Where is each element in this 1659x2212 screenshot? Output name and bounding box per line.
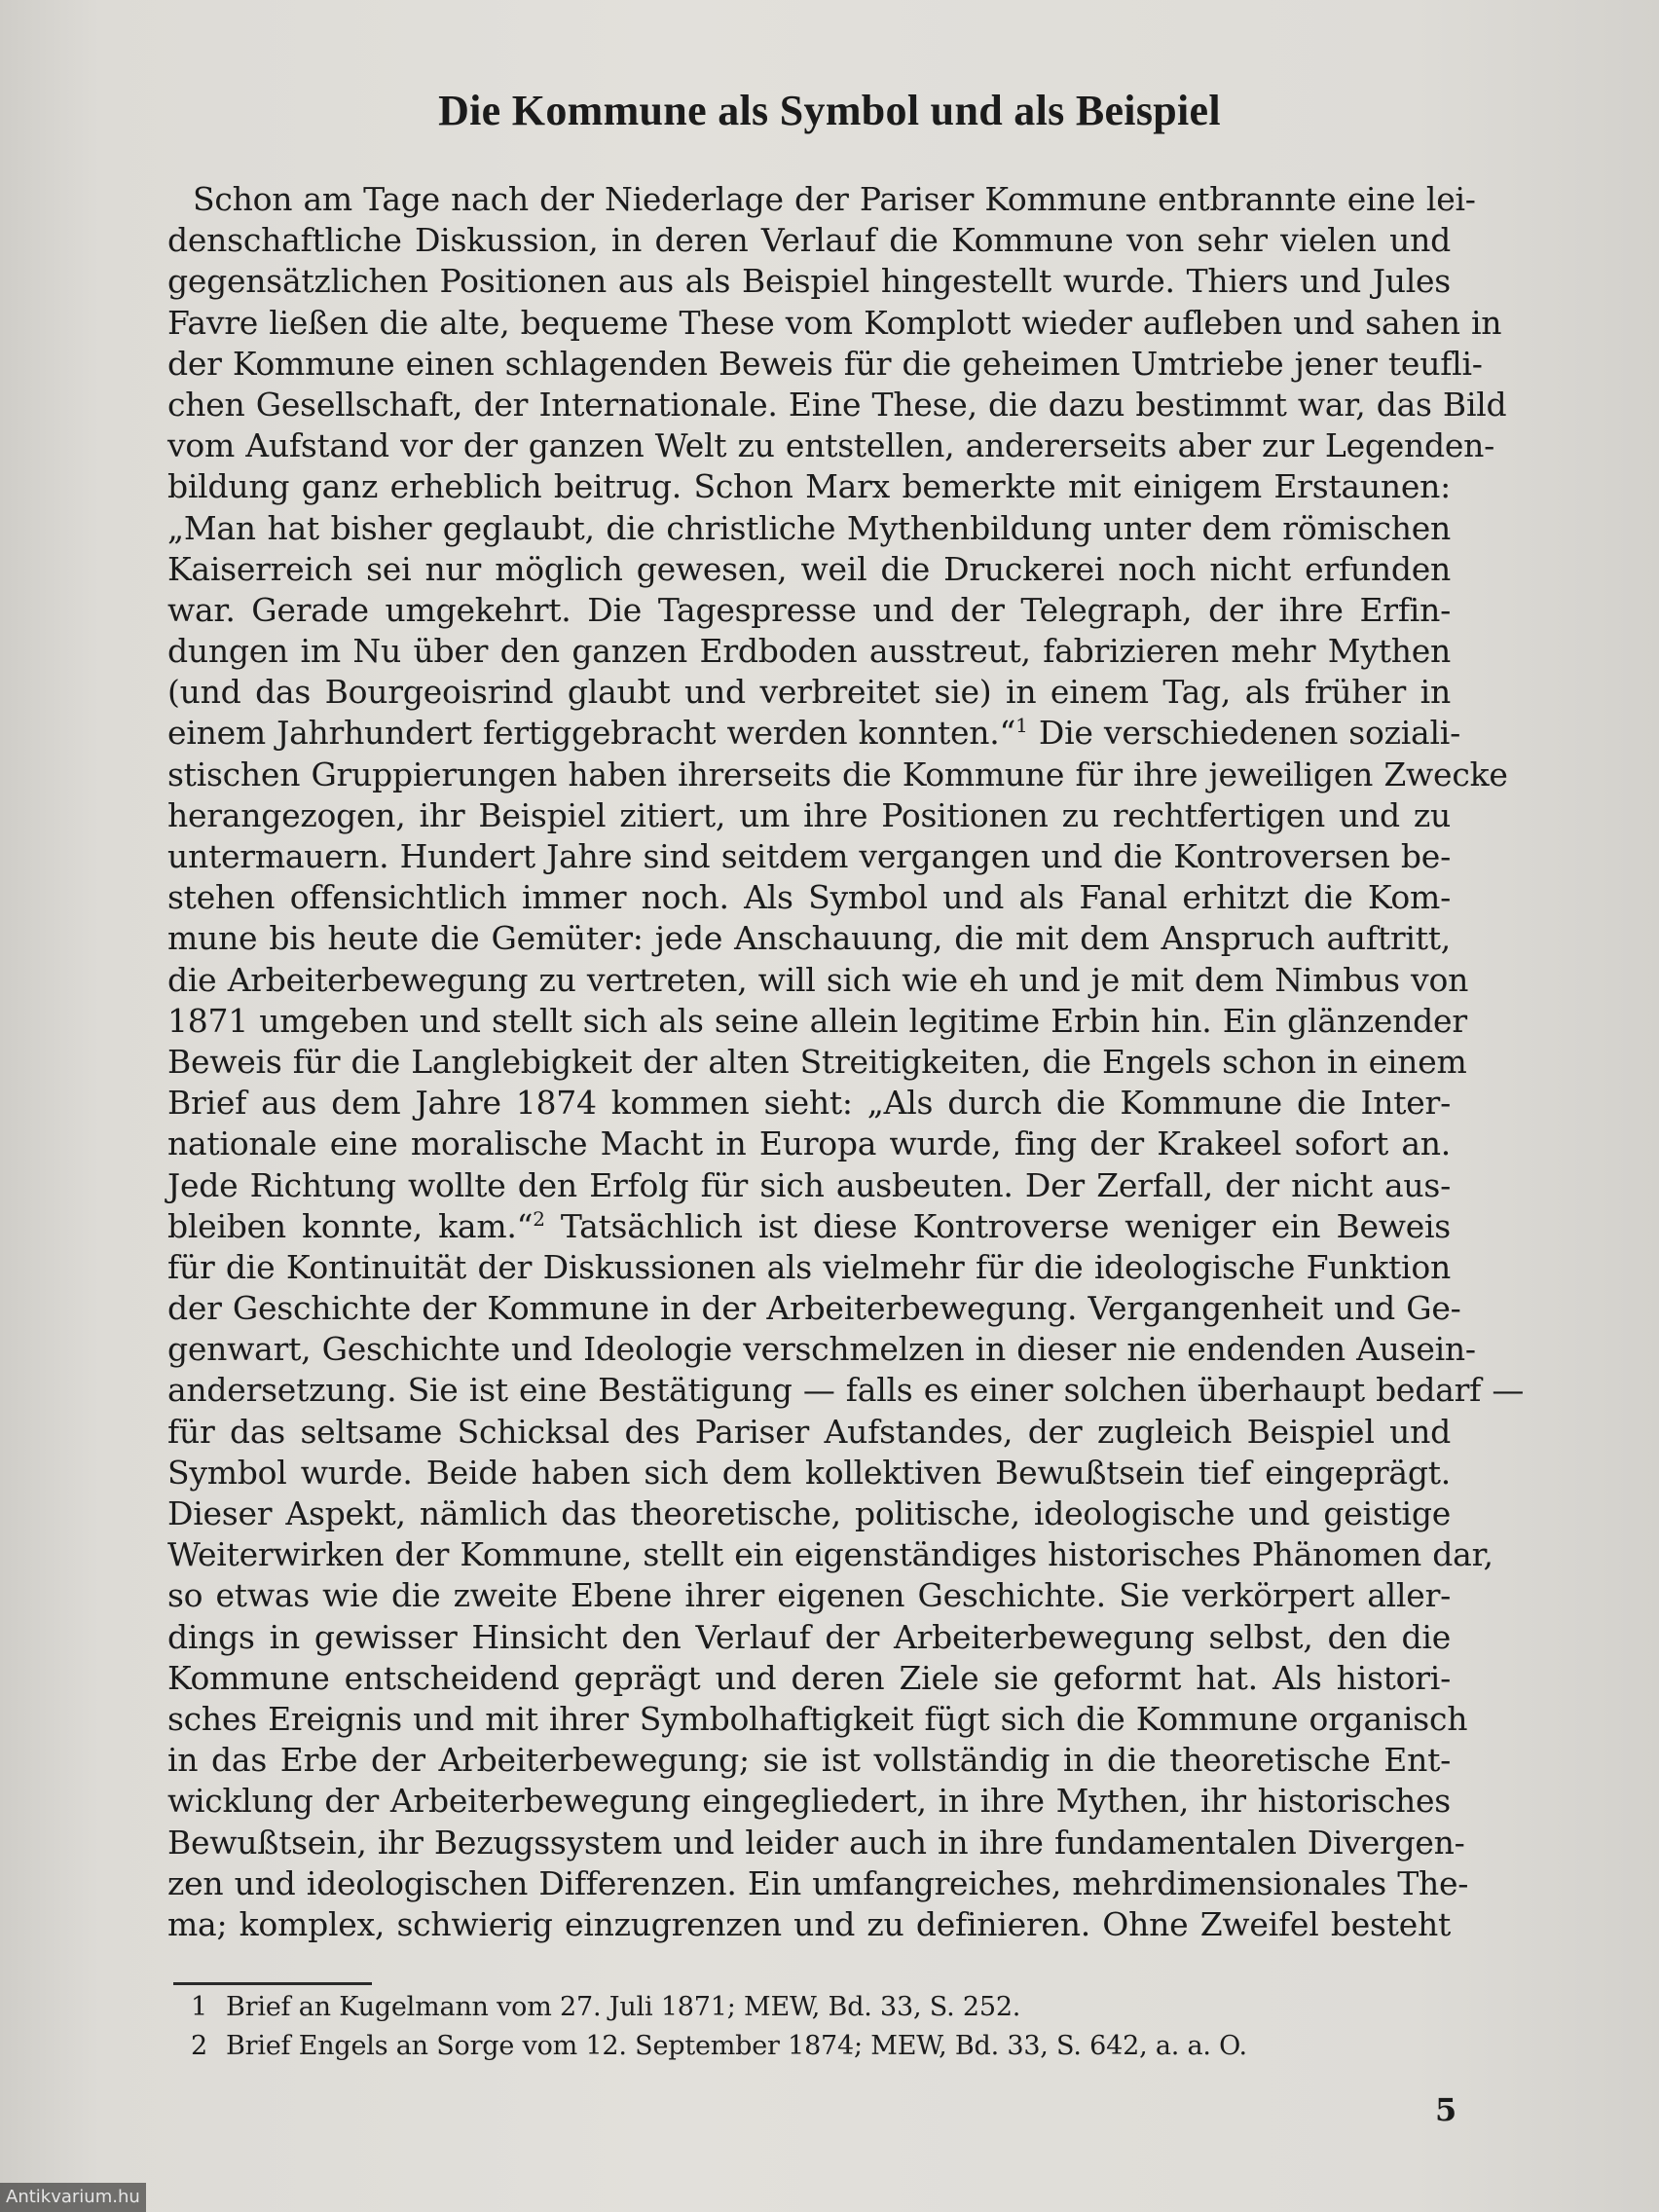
text-line-part: bleiben konnte, kam.“	[167, 1206, 534, 1245]
text-line: wicklung der Arbeiterbewegung eingegliedert, in ihre Mythen, ihr historisches	[167, 1782, 1451, 1821]
footnote-separator	[173, 1982, 372, 1985]
footnotes	[191, 1988, 1418, 2066]
text-line: die Arbeiterbewegung zu vertreten, will sich wie eh und je mit dem Nimbus von	[167, 960, 1469, 999]
footnote	[191, 2027, 1418, 2066]
text-line-part: Die verschiedenen soziali-	[1027, 714, 1460, 753]
text-line: Beweis für die Langlebigkeit der alten Streitigkeiten, die Engels schon in einem	[167, 1042, 1467, 1081]
text-line: „Man hat bisher geglaubt, die christliche Mythenbildung unter dem römischen	[167, 508, 1451, 547]
text-line: herangezogen, ihr Beispiel zitiert, um ihre Positionen zu rechtfertigen und zu	[167, 795, 1451, 834]
text-line: nationale eine moralische Macht in Europa wurde, fing der Krakeel sofort an.	[167, 1124, 1451, 1163]
footnote-ref-1[interactable]: 1	[1015, 714, 1028, 738]
body-text	[167, 179, 1525, 1945]
text-line: war. Gerade umgekehrt. Die Tagespresse und der Telegraph, der ihre Erfin-	[167, 590, 1451, 629]
chapter-title: Die Kommune als Symbol und als Beispiel	[438, 87, 1221, 134]
text-line: Bewußtsein, ihr Bezugssystem und leider auch in ihre fundamentalen Divergen-	[167, 1823, 1465, 1862]
text-line: der Geschichte der Kommune in der Arbeiterbewegung. Vergangenheit und Ge-	[167, 1289, 1461, 1328]
text-line: sches Ereignis und mit ihrer Symbolhaftigkeit fügt sich die Kommune organisch	[167, 1699, 1468, 1738]
text-line-part: Tatsächlich ist diese Kontroverse weniger ein Beweis	[544, 1206, 1451, 1245]
text-line: Schon am Tage nach der Niederlage der Pariser Kommune entbrannte eine lei-	[193, 180, 1476, 218]
text-line-part: einem Jahrhundert fertiggebracht werden konnten.“	[167, 714, 1016, 753]
text-line: stehen offensichtlich immer noch. Als Symbol und als Fanal erhitzt die Kom-	[167, 878, 1451, 917]
text-line: Weiterwirken der Kommune, stellt ein eigenständiges historisches Phänomen dar,	[167, 1535, 1493, 1574]
text-line: denschaftliche Diskussion, in deren Verlauf die Kommune von sehr vielen und	[167, 221, 1451, 260]
text-line: Kommune entscheidend geprägt und deren Ziele sie geformt hat. Als histori-	[167, 1658, 1451, 1697]
text-line: chen Gesellschaft, der Internationale. Eine These, die dazu bestimmt war, das Bild	[167, 385, 1507, 424]
footnote-number: 2	[191, 2031, 207, 2061]
text-line: für die Kontinuität der Diskussionen als vielmehr für die ideologische Funktion	[167, 1247, 1451, 1286]
text-line: Symbol wurde. Beide haben sich dem kollektiven Bewußtsein tief eingeprägt.	[167, 1453, 1451, 1492]
text-line	[167, 1206, 1451, 1247]
text-line: bildung ganz erheblich beitrug. Schon Marx bemerkte mit einigem Erstaunen:	[167, 467, 1451, 506]
watermark: Antikvarium.hu	[0, 2183, 146, 2212]
footnote	[191, 1988, 1418, 2027]
text-line: so etwas wie die zweite Ebene ihrer eigenen Geschichte. Sie verkörpert aller-	[167, 1576, 1451, 1615]
footnote-text: Brief an Kugelmann vom 27. Juli 1871; MEW, Bd. 33, S. 252.	[226, 1992, 1021, 2022]
page-number: 5	[1435, 2091, 1457, 2128]
text-line: dings in gewisser Hinsicht den Verlauf der Arbeiterbewegung selbst, den die	[167, 1617, 1451, 1656]
text-line: untermauern. Hundert Jahre sind seitdem vergangen und die Kontroversen be-	[167, 837, 1451, 875]
text-line: Brief aus dem Jahre 1874 kommen sieht: „Als durch die Kommune die Inter-	[167, 1084, 1451, 1123]
text-line: stischen Gruppierungen haben ihrerseits die Kommune für ihre jeweiligen Zwecke	[167, 755, 1508, 793]
text-line: zen und ideologischen Differenzen. Ein umfangreiches, mehrdimensionales The-	[167, 1863, 1469, 1902]
text-line: Jede Richtung wollte den Erfolg für sich ausbeuten. Der Zerfall, der nicht aus-	[167, 1165, 1451, 1204]
text-line	[167, 713, 1460, 754]
footnote-number: 1	[191, 1992, 207, 2022]
text-line: 1871 umgeben und stellt sich als seine allein legitime Erbin hin. Ein glänzender	[167, 1001, 1467, 1040]
footnote-text: Brief Engels an Sorge vom 12. September 1874; MEW, Bd. 33, S. 642, a. a. O.	[226, 2031, 1247, 2061]
text-line: genwart, Geschichte und Ideologie verschmelzen in dieser nie endenden Ausein-	[167, 1330, 1476, 1369]
text-line: mune bis heute die Gemüter: jede Anschauung, die mit dem Anspruch auftritt,	[167, 919, 1451, 958]
text-line: vom Aufstand vor der ganzen Welt zu entstellen, andererseits aber zur Legenden-	[167, 426, 1495, 465]
footnote-ref-2[interactable]: 2	[533, 1206, 545, 1231]
text-line: Kaiserreich sei nur möglich gewesen, weil die Druckerei noch nicht erfunden	[167, 549, 1451, 588]
text-line: dungen im Nu über den ganzen Erdboden ausstreut, fabrizieren mehr Mythen	[167, 632, 1451, 671]
text-line: für das seltsame Schicksal des Pariser Aufstandes, der zugleich Beispiel und	[167, 1412, 1451, 1451]
text-line: andersetzung. Sie ist eine Bestätigung — falls es einer solchen überhaupt bedarf —	[167, 1371, 1525, 1410]
text-line: der Kommune einen schlagenden Beweis für die geheimen Umtriebe jener teufli-	[167, 344, 1483, 383]
text-line: gegensätzlichen Positionen aus als Beispiel hingestellt wurde. Thiers und Jules	[167, 262, 1451, 301]
text-line: Favre ließen die alte, bequeme These vom Komplott wieder aufleben und sahen in	[167, 303, 1502, 342]
text-line: ma; komplex, schwierig einzugrenzen und zu definieren. Ohne Zweifel besteht	[167, 1904, 1451, 1943]
text-line: (und das Bourgeoisrind glaubt und verbreitet sie) in einem Tag, als früher in	[167, 673, 1451, 712]
text-line: in das Erbe der Arbeiterbewegung; sie ist vollständig in die theoretische Ent-	[167, 1741, 1451, 1780]
text-line: Dieser Aspekt, nämlich das theoretische, politische, ideologische und geistige	[167, 1494, 1451, 1532]
